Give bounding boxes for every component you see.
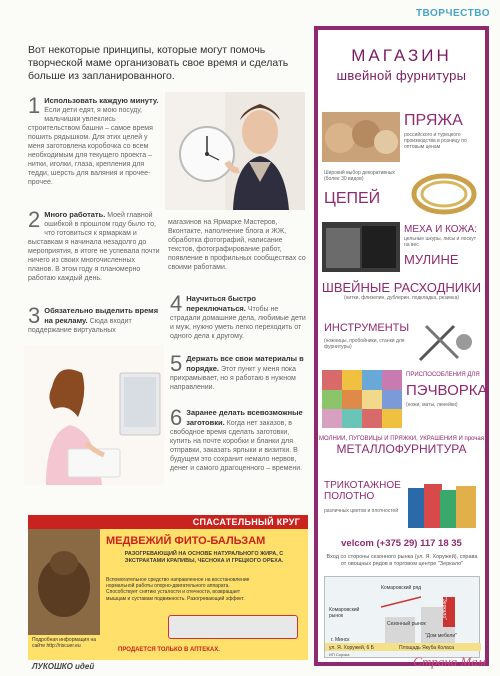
map-label-komarovsky-market: Комаровский рынок [329,607,360,619]
supplies-desc: (нитки, флизелин, дублерин, подкладка, резинка) [343,295,460,301]
fur-image [322,222,400,272]
magazine-footer-logo: ЛУКОШКО идей [32,662,95,671]
map-label-komarovsky-row: Комаровский ряд [381,585,422,591]
ad-subtitle: РАЗОГРЕВАЮЩИЙ НА ОСНОВЕ НАТУРАЛЬНОГО ЖИРА, С ЭКСТРАКТАМИ КРАПИВЫ, ЧЕСНОКА И ГРЕЦКОГО ОРЕХА. [124,551,284,564]
tip-head: Научиться быстро переключаться. [186,294,256,313]
store-phone: velcom (+375 29) 117 18 35 [341,538,462,549]
section-tag: ТВОРЧЕСТВО [415,8,490,19]
store-title-sub: швейной фурнитуры [336,68,467,83]
map-label-square: Площадь Якуба Коласа [399,645,455,651]
tip-body: Если дети едят, я мою посуду, мальчишки увлеклись строительством башни – самое время пошить рядышком. Для этих целей у меня заготовлена коробочка со всем необходимым для текущего проекта – нитки, иголки, глаза, крепления для тедди, шерсть для валяния и прочее-прочее. [28,107,153,186]
map-label-mirror: "Зеркало" [441,597,447,620]
tip-body: Когда нет заказов, в свободное время сделать заготовки, купить на почте коробки и бланки для отправки, заказать ярлыки и визитки. В будущем это сохранит немало нервов, денег и самого драгоценного – времени. [170,420,303,472]
ad-bar-label: СПАСАТЕЛЬНЫЙ КРУГ [192,517,300,527]
store-address: Вход со стороны сезонного рынка (ул. Я. Хоружей), справа от овощных рядов в торговом центре "Зеркало" [326,554,478,567]
fur-desc: цельные шкуры, лисы и лоскут на вес [404,236,476,248]
mouline-title: МУЛИНЕ [404,252,459,267]
tools-image [414,320,480,366]
map-label-furniture: "Дом мебели" [425,633,457,639]
fur-title: МЕХА И КОЖА: [404,224,478,235]
metal-title: МЕТАЛЛОФУРНИТУРА [336,442,467,456]
store-map [324,576,480,658]
balm-tube-image [168,615,298,639]
store-advert-panel [314,26,489,666]
tip-head: Использовать каждую минуту. [44,96,159,105]
tip-body: Моей главной ошибкой в прошлом году было то, что готовиться к ярмаркам и выставкам я начинала незадолго до мероприятия, в итоге не успевала почти ничего из своих многочисленных планов. В этом году я планомерно работаю каждый день. [28,212,160,282]
tip-number: 1 [28,93,41,118]
map-label-street: ул. Я. Хоружей, 6 Б [329,645,374,651]
tip-head: Обязательно выделить время на рекламу. [44,306,159,325]
tip-5 [170,351,308,392]
tip-number: 6 [170,405,183,430]
chains-desc: Широкий выбор декоративных (более 30 видов) [324,170,395,182]
tip-3 [28,303,160,335]
tip-4 [170,291,308,341]
map-label-city: г. Минск [331,637,350,643]
tip-number: 2 [28,207,41,232]
ad-body: Вспомогательное средство направленное на восстановление нормальной работы опорно-двигательного аппарата. Способствует снятию усталости и отечности, возвращает мышцам и суставам подвижность. Разогревающий эффект. [106,577,250,602]
store-row-tools [318,320,485,366]
store-title-main: МАГАЗИН [351,46,452,65]
yarn-title: ПРЯЖА [404,112,463,129]
girl-with-laptop-photo [24,345,164,485]
yarn-desc: российского и турецкого производства в розницу по оптовым ценам [404,132,467,150]
balm-advert [28,515,308,660]
tip-number: 5 [170,351,183,376]
ad-title: МЕДВЕЖИЙ ФИТО-БАЛЬЗАМ [106,535,266,547]
ad-bar [28,515,308,529]
tools-title: ИНСТРУМЕНТЫ [324,322,410,334]
supplies-title: ШВЕЙНЫЕ РАСХОДНИКИ [321,280,482,295]
store-row-chains [318,168,485,220]
patchwork-pre: ПРИСПОСОБЛЕНИЯ ДЛЯ [406,372,480,378]
intro-paragraph: Вот некоторые принципы, которые могут помочь творческой маме организовать свое время и сделать больше из запланированного. [28,44,289,82]
knit-title: ТРИКОТАЖНОЕ ПОЛОТНО [324,480,401,502]
tip-2 [28,207,160,283]
bear-image [28,529,100,635]
store-row-yarn [318,110,485,166]
store-title [318,46,485,83]
knit-desc: различных цветов и плотностей [324,508,399,514]
tip-1 [28,93,160,187]
watermark: Страна Мам [413,654,486,669]
mid-column-text: магазинов на Ярмарке Мастеров, Вконтакте, наполнение блога и ЖЖ, обработка фотографий, написание текстов, фотографирование работ, появление в профильных сообществах со своими работами. [168,219,306,271]
chains-image [406,170,481,218]
patchwork-desc: (ножи, маты, линейки) [406,402,458,408]
tip-head: Держать все свои материалы в порядке. [186,354,304,373]
tip-number: 3 [28,303,41,328]
store-row-fur [318,222,485,274]
tools-desc: (ножницы, пробойники, станки для фурнитуры) [324,338,405,350]
chains-title: ЦЕПЕЙ [324,190,381,207]
store-row-metal [318,436,485,470]
knit-image [406,478,481,532]
map-label-seasonal-market: Сезонный рынок [387,621,426,627]
yarn-image [322,112,400,162]
metal-pre: МОЛНИИ, ПУГОВИЦЫ И ПРЯЖКИ, УКРАШЕНИЯ И прочая [319,436,484,442]
ad-footer: ПРОДАЕТСЯ ТОЛЬКО В АПТЕКАХ. [118,647,220,653]
ad-web-info: Подробная информация на сайте http://riscuer.eu [32,637,96,649]
tip-body: Этот пункт у меня пока прихрамывает, но я работаю в нужном направлении. [170,366,296,391]
woman-with-clock-photo [165,92,305,210]
store-row-supplies [318,280,485,312]
tip-head: Много работать. [44,210,106,219]
tip-number: 4 [170,291,183,316]
patchwork-image [322,370,402,428]
map-label-entrepreneur: ИП Сорока [329,652,350,657]
store-row-knit [318,478,485,534]
tip-body: Сюда входит поддержание виртуальных [28,318,132,334]
store-row-patchwork [318,370,488,430]
tip-body: Чтобы не страдали домашние дела, любимые дети и муж, нужно уметь легко переходить от одного дела к другому. [170,306,306,340]
patchwork-title: ПЭЧВОРКА [406,382,488,399]
tip-head: Заранее делать всевозможные заготовки. [186,408,303,427]
tip-6 [170,405,308,473]
